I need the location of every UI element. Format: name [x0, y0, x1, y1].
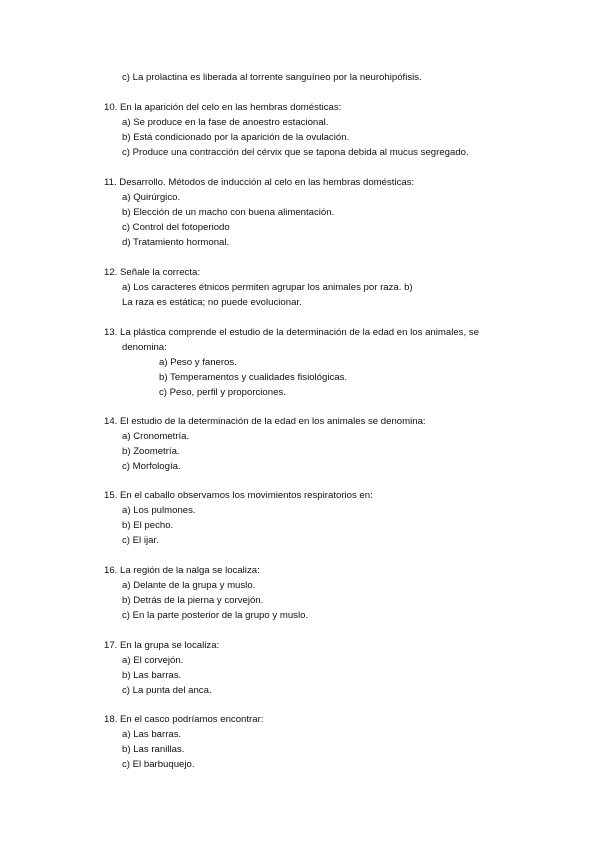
option-14b: b) Zoometría. [122, 446, 180, 457]
option-15b: b) El pecho. [122, 520, 174, 531]
option-14a: a) Cronometría. [122, 431, 190, 442]
option-18a: a) Las barras. [122, 729, 182, 740]
option-11b: b) Elección de un macho con buena alimentación. [122, 207, 335, 218]
option-11a: a) Quirúrgico. [122, 192, 181, 203]
option-17b: b) Las barras. [122, 670, 182, 681]
option-10b: b) Está condicionado por la aparición de la ovulación. [122, 132, 350, 143]
question-13-title-cont: denomina: [122, 342, 167, 353]
option-17c: c) La punta del anca. [122, 685, 212, 696]
option-13c: c) Peso, perfil y proporciones. [159, 387, 286, 398]
question-14-title: 14. El estudio de la determinación de la edad en los animales se denomina: [104, 416, 426, 427]
question-11-title: 11. Desarrollo. Métodos de inducción al celo en las hembras domésticas: [104, 177, 415, 188]
option-10a: a) Se produce en la fase de anoestro estacional. [122, 117, 329, 128]
question-16-title: 16. La región de la nalga se localiza: [104, 565, 260, 576]
question-10-title: 10. En la aparición del celo en las hembras domésticas: [104, 102, 342, 113]
option-16c: c) En la parte posterior de la grupo y muslo. [122, 610, 309, 621]
option-13b: b) Temperamentos y cualidades fisiológicas. [159, 372, 348, 383]
option-17a: a) El corvejón. [122, 655, 184, 666]
option-16b: b) Detrás de la pierna y corvejón. [122, 595, 264, 606]
option-15c: c) El ijar. [122, 535, 159, 546]
option-16a: a) Delante de la grupa y muslo. [122, 580, 256, 591]
question-13-title: 13. La plástica comprende el estudio de la determinación de la edad en los animales, se [104, 327, 479, 338]
option-18b: b) Las ranillas. [122, 744, 185, 755]
question-12-title: 12. Señale la correcta: [104, 267, 200, 278]
option-13a: a) Peso y faneros. [159, 357, 237, 368]
question-18-title: 18. En el casco podríamos encontrar: [104, 714, 264, 725]
option-14c: c) Morfología. [122, 461, 181, 472]
option-15a: a) Los pulmones. [122, 505, 196, 516]
option-11c: c) Control del fotoperiodo [122, 222, 230, 233]
question-17-title: 17. En la grupa se localiza: [104, 640, 220, 651]
option-12-line1: a) Los caracteres étnicos permiten agrupar los animales por raza. b) [122, 282, 413, 293]
question-15-title: 15. En el caballo observamos los movimientos respiratorios en: [104, 490, 373, 501]
option-12-line2: La raza es estática; no puede evolucionar. [122, 297, 302, 308]
option-18c: c) El barbuquejo. [122, 759, 195, 770]
option-9c: c) La prolactina es liberada al torrente sanguíneo por la neurohipófisis. [122, 72, 422, 83]
option-11d: d) Tratamiento hormonal. [122, 237, 230, 248]
option-10c: c) Produce una contracción del cérvix que se tapona debida al mucus segregado. [122, 147, 469, 158]
